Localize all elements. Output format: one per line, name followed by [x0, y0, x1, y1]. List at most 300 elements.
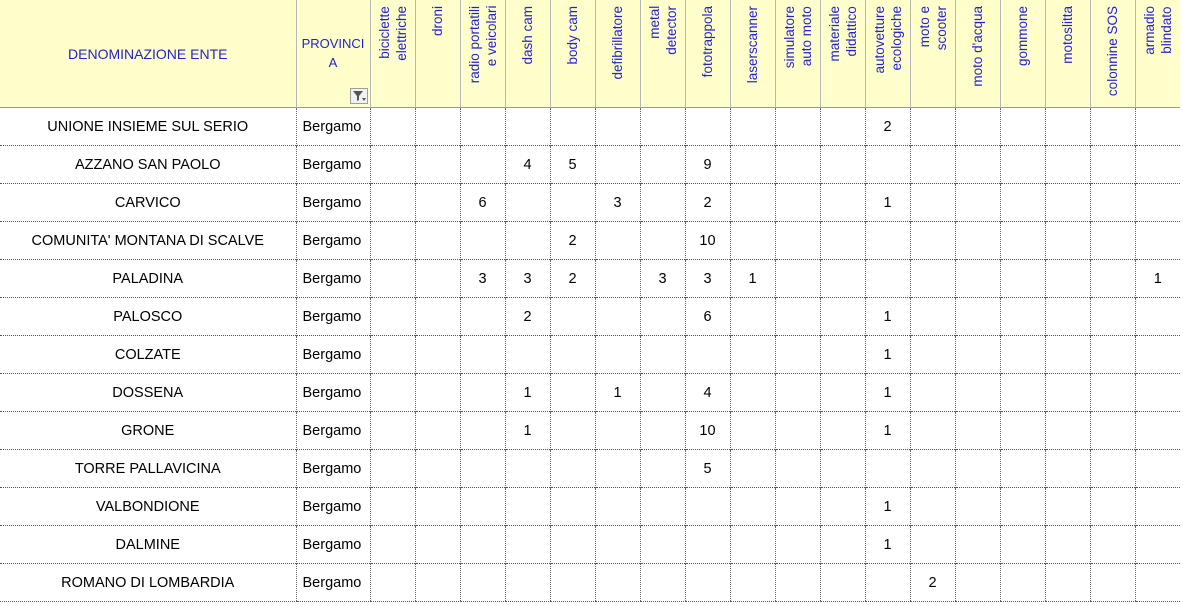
cell-value[interactable]: 2	[685, 184, 730, 222]
cell-value[interactable]	[640, 564, 685, 602]
cell-value[interactable]	[955, 564, 1000, 602]
cell-value[interactable]: 1	[865, 336, 910, 374]
cell-value[interactable]	[370, 184, 415, 222]
table-row	[0, 184, 1180, 222]
cell-value[interactable]	[595, 526, 640, 564]
cell-value[interactable]	[460, 108, 505, 146]
cell-value[interactable]	[730, 108, 775, 146]
cell-ente[interactable]: TORRE PALLAVICINA	[0, 450, 296, 488]
cell-value[interactable]	[550, 298, 595, 336]
header-item-3[interactable]	[505, 0, 550, 108]
cell-value[interactable]: 1	[865, 298, 910, 336]
cell-value[interactable]	[370, 298, 415, 336]
cell-value[interactable]	[1045, 222, 1090, 260]
cell-value[interactable]	[730, 298, 775, 336]
cell-value[interactable]	[1000, 108, 1045, 146]
cell-ente[interactable]: ROMANO DI LOMBARDIA	[0, 564, 296, 602]
cell-value[interactable]	[775, 374, 820, 412]
cell-value[interactable]	[820, 108, 865, 146]
cell-value[interactable]	[640, 412, 685, 450]
cell-value[interactable]	[460, 564, 505, 602]
cell-value[interactable]	[1045, 146, 1090, 184]
header-item-14[interactable]	[1000, 0, 1045, 108]
cell-value[interactable]	[595, 488, 640, 526]
cell-value[interactable]	[1090, 488, 1135, 526]
header-item-label: moto d'acqua	[970, 6, 985, 87]
cell-value[interactable]	[1045, 564, 1090, 602]
cell-value[interactable]	[820, 412, 865, 450]
cell-value[interactable]	[415, 336, 460, 374]
cell-value[interactable]	[415, 374, 460, 412]
cell-value[interactable]	[1000, 146, 1045, 184]
cell-value[interactable]	[415, 526, 460, 564]
cell-value[interactable]	[370, 564, 415, 602]
cell-value[interactable]: 9	[685, 146, 730, 184]
header-item-label: dash cam	[520, 6, 535, 65]
cell-value[interactable]	[910, 412, 955, 450]
cell-value[interactable]	[955, 336, 1000, 374]
cell-value[interactable]	[1135, 412, 1180, 450]
cell-value[interactable]	[1090, 412, 1135, 450]
cell-value[interactable]	[730, 564, 775, 602]
cell-provincia[interactable]: Bergamo	[296, 260, 370, 298]
cell-value[interactable]	[910, 146, 955, 184]
cell-value[interactable]	[1000, 450, 1045, 488]
cell-value[interactable]	[505, 108, 550, 146]
cell-ente[interactable]: PALADINA	[0, 260, 296, 298]
cell-value[interactable]	[1045, 488, 1090, 526]
cell-value[interactable]: 3	[640, 260, 685, 298]
cell-ente[interactable]: UNIONE INSIEME SUL SERIO	[0, 108, 296, 146]
cell-value[interactable]	[685, 488, 730, 526]
header-item-9[interactable]	[775, 0, 820, 108]
cell-value[interactable]	[730, 374, 775, 412]
cell-value[interactable]	[955, 298, 1000, 336]
header-item-12[interactable]	[910, 0, 955, 108]
cell-value[interactable]: 5	[685, 450, 730, 488]
cell-value[interactable]	[1045, 108, 1090, 146]
header-item-label: colonnine SOS	[1105, 6, 1120, 97]
cell-value[interactable]	[730, 146, 775, 184]
cell-value[interactable]	[820, 298, 865, 336]
cell-value[interactable]	[640, 222, 685, 260]
cell-value[interactable]	[955, 450, 1000, 488]
header-item-wrap	[1001, 0, 1045, 107]
cell-value[interactable]: 2	[865, 108, 910, 146]
cell-value[interactable]	[910, 108, 955, 146]
header-item-11[interactable]	[865, 0, 910, 108]
cell-value[interactable]: 3	[685, 260, 730, 298]
header-item-17[interactable]	[1135, 0, 1180, 108]
cell-value[interactable]	[685, 526, 730, 564]
cell-value[interactable]	[820, 526, 865, 564]
cell-value[interactable]	[550, 412, 595, 450]
cell-ente[interactable]: DALMINE	[0, 526, 296, 564]
cell-value[interactable]	[505, 450, 550, 488]
header-ente[interactable]	[0, 0, 296, 108]
cell-value[interactable]	[1090, 374, 1135, 412]
cell-value[interactable]	[820, 564, 865, 602]
cell-value[interactable]	[910, 374, 955, 412]
cell-value[interactable]	[1045, 374, 1090, 412]
cell-value[interactable]	[1135, 450, 1180, 488]
cell-value[interactable]	[415, 564, 460, 602]
cell-value[interactable]	[640, 146, 685, 184]
cell-value[interactable]	[820, 184, 865, 222]
cell-provincia[interactable]: Bergamo	[296, 146, 370, 184]
cell-value[interactable]	[550, 336, 595, 374]
cell-value[interactable]: 3	[595, 184, 640, 222]
cell-value[interactable]	[1045, 336, 1090, 374]
cell-value[interactable]	[640, 526, 685, 564]
cell-ente[interactable]: GRONE	[0, 412, 296, 450]
cell-value[interactable]	[910, 488, 955, 526]
cell-value[interactable]	[955, 184, 1000, 222]
cell-value[interactable]: 10	[685, 222, 730, 260]
cell-ente[interactable]: COLZATE	[0, 336, 296, 374]
cell-value[interactable]	[505, 336, 550, 374]
cell-value[interactable]	[1045, 184, 1090, 222]
cell-value[interactable]	[775, 564, 820, 602]
cell-value[interactable]	[730, 450, 775, 488]
cell-value[interactable]	[1000, 260, 1045, 298]
header-item-16[interactable]	[1090, 0, 1135, 108]
cell-value[interactable]: 1	[865, 526, 910, 564]
cell-value[interactable]: 6	[460, 184, 505, 222]
cell-value[interactable]	[505, 222, 550, 260]
cell-value[interactable]	[820, 336, 865, 374]
cell-value[interactable]	[505, 184, 550, 222]
cell-value[interactable]	[550, 374, 595, 412]
cell-provincia[interactable]: Bergamo	[296, 526, 370, 564]
cell-value[interactable]	[775, 526, 820, 564]
cell-value[interactable]	[595, 450, 640, 488]
cell-value[interactable]	[640, 450, 685, 488]
header-item-wrap	[911, 0, 955, 107]
cell-value[interactable]	[1000, 336, 1045, 374]
cell-value[interactable]	[460, 222, 505, 260]
cell-value[interactable]	[730, 526, 775, 564]
cell-value[interactable]	[1135, 374, 1180, 412]
cell-value[interactable]	[865, 450, 910, 488]
cell-value[interactable]	[415, 298, 460, 336]
header-provincia[interactable]	[296, 0, 370, 108]
cell-value[interactable]	[595, 222, 640, 260]
cell-value[interactable]	[595, 108, 640, 146]
cell-value[interactable]	[1045, 298, 1090, 336]
cell-provincia[interactable]: Bergamo	[296, 336, 370, 374]
cell-value[interactable]	[595, 146, 640, 184]
cell-value[interactable]	[955, 108, 1000, 146]
cell-value[interactable]: 2	[910, 564, 955, 602]
cell-value[interactable]	[1090, 146, 1135, 184]
cell-value[interactable]	[370, 412, 415, 450]
cell-value[interactable]	[550, 488, 595, 526]
cell-value[interactable]	[460, 374, 505, 412]
cell-value[interactable]	[730, 412, 775, 450]
cell-value[interactable]	[595, 336, 640, 374]
filter-dropdown-icon[interactable]	[350, 88, 368, 104]
cell-value[interactable]	[640, 336, 685, 374]
cell-value[interactable]	[415, 450, 460, 488]
cell-value[interactable]	[730, 336, 775, 374]
cell-value[interactable]	[865, 564, 910, 602]
cell-value[interactable]: 1	[730, 260, 775, 298]
cell-value[interactable]	[1090, 260, 1135, 298]
cell-value[interactable]	[955, 488, 1000, 526]
cell-value[interactable]	[1135, 108, 1180, 146]
cell-value[interactable]	[955, 146, 1000, 184]
header-item-label: motoslitta	[1060, 6, 1075, 64]
cell-provincia[interactable]: Bergamo	[296, 564, 370, 602]
cell-ente[interactable]: COMUNITA' MONTANA DI SCALVE	[0, 222, 296, 260]
cell-value[interactable]	[415, 222, 460, 260]
cell-value[interactable]	[640, 108, 685, 146]
cell-provincia[interactable]: Bergamo	[296, 108, 370, 146]
cell-value[interactable]: 4	[505, 146, 550, 184]
cell-value[interactable]	[820, 488, 865, 526]
cell-value[interactable]	[1000, 184, 1045, 222]
cell-value[interactable]	[865, 260, 910, 298]
cell-value[interactable]: 5	[550, 146, 595, 184]
cell-value[interactable]	[640, 184, 685, 222]
cell-value[interactable]	[865, 146, 910, 184]
header-provincia-label: PROVINCI A	[301, 36, 365, 70]
cell-value[interactable]	[595, 564, 640, 602]
cell-value[interactable]	[910, 222, 955, 260]
cell-value[interactable]	[1135, 222, 1180, 260]
cell-value[interactable]	[370, 108, 415, 146]
cell-value[interactable]	[775, 412, 820, 450]
cell-value[interactable]	[1000, 374, 1045, 412]
header-item-7[interactable]	[685, 0, 730, 108]
cell-ente[interactable]: CARVICO	[0, 184, 296, 222]
cell-value[interactable]	[1000, 564, 1045, 602]
cell-value[interactable]	[1090, 336, 1135, 374]
cell-value[interactable]	[1135, 146, 1180, 184]
cell-value[interactable]: 1	[865, 488, 910, 526]
cell-value[interactable]: 1	[595, 374, 640, 412]
header-item-13[interactable]	[955, 0, 1000, 108]
cell-value[interactable]	[820, 374, 865, 412]
header-item-wrap	[1091, 0, 1135, 107]
cell-value[interactable]	[775, 222, 820, 260]
cell-value[interactable]	[550, 564, 595, 602]
cell-value[interactable]	[1045, 412, 1090, 450]
cell-value[interactable]	[1090, 222, 1135, 260]
cell-value[interactable]	[955, 412, 1000, 450]
cell-value[interactable]	[820, 260, 865, 298]
cell-value[interactable]: 2	[550, 260, 595, 298]
header-item-4[interactable]	[550, 0, 595, 108]
cell-value[interactable]	[685, 564, 730, 602]
cell-value[interactable]: 1	[505, 374, 550, 412]
cell-value[interactable]	[640, 374, 685, 412]
cell-value[interactable]	[820, 450, 865, 488]
cell-value[interactable]	[955, 374, 1000, 412]
header-item-10[interactable]	[820, 0, 865, 108]
cell-value[interactable]: 1	[1135, 260, 1180, 298]
cell-value[interactable]	[955, 222, 1000, 260]
cell-value[interactable]	[1135, 184, 1180, 222]
cell-value[interactable]	[1000, 526, 1045, 564]
cell-provincia[interactable]: Bergamo	[296, 374, 370, 412]
cell-value[interactable]	[730, 222, 775, 260]
cell-value[interactable]: 1	[865, 184, 910, 222]
cell-value[interactable]	[1045, 450, 1090, 488]
cell-value[interactable]	[820, 146, 865, 184]
cell-value[interactable]	[1090, 184, 1135, 222]
header-item-2[interactable]	[460, 0, 505, 108]
header-item-8[interactable]	[730, 0, 775, 108]
cell-value[interactable]	[1090, 526, 1135, 564]
cell-value[interactable]	[595, 412, 640, 450]
header-item-0[interactable]	[370, 0, 415, 108]
cell-value[interactable]	[1000, 412, 1045, 450]
cell-value[interactable]: 1	[865, 412, 910, 450]
cell-value[interactable]: 2	[505, 298, 550, 336]
cell-value[interactable]: 1	[505, 412, 550, 450]
cell-value[interactable]	[1135, 488, 1180, 526]
cell-value[interactable]	[775, 108, 820, 146]
cell-value[interactable]	[955, 526, 1000, 564]
cell-provincia[interactable]: Bergamo	[296, 184, 370, 222]
cell-value[interactable]	[415, 488, 460, 526]
cell-value[interactable]	[505, 564, 550, 602]
table-row	[0, 298, 1180, 336]
cell-value[interactable]	[775, 298, 820, 336]
cell-value[interactable]	[460, 298, 505, 336]
cell-value[interactable]: 10	[685, 412, 730, 450]
cell-value[interactable]: 2	[550, 222, 595, 260]
cell-value[interactable]	[550, 108, 595, 146]
cell-ente[interactable]: VALBONDIONE	[0, 488, 296, 526]
cell-value[interactable]	[910, 298, 955, 336]
cell-value[interactable]	[1090, 564, 1135, 602]
cell-value[interactable]	[595, 298, 640, 336]
cell-value[interactable]: 3	[505, 260, 550, 298]
cell-value[interactable]	[370, 146, 415, 184]
table-row	[0, 488, 1180, 526]
cell-value[interactable]	[415, 260, 460, 298]
cell-value[interactable]	[370, 526, 415, 564]
cell-value[interactable]	[505, 488, 550, 526]
cell-value[interactable]	[1000, 298, 1045, 336]
header-item-6[interactable]	[640, 0, 685, 108]
header-item-label: droni	[430, 6, 445, 37]
header-item-5[interactable]	[595, 0, 640, 108]
cell-value[interactable]	[595, 260, 640, 298]
header-item-label: fototrappola	[700, 6, 715, 78]
cell-provincia[interactable]: Bergamo	[296, 450, 370, 488]
cell-value[interactable]	[370, 450, 415, 488]
header-row	[0, 0, 1180, 108]
cell-value[interactable]	[550, 526, 595, 564]
cell-value[interactable]	[775, 146, 820, 184]
cell-value[interactable]	[415, 184, 460, 222]
cell-value[interactable]	[775, 336, 820, 374]
cell-value[interactable]	[640, 488, 685, 526]
cell-value[interactable]	[1000, 488, 1045, 526]
header-item-label: laserscanner	[745, 6, 760, 84]
cell-value[interactable]	[1135, 298, 1180, 336]
cell-ente[interactable]: AZZANO SAN PAOLO	[0, 146, 296, 184]
cell-value[interactable]	[775, 260, 820, 298]
cell-value[interactable]	[460, 412, 505, 450]
cell-value[interactable]: 4	[685, 374, 730, 412]
cell-value[interactable]	[370, 222, 415, 260]
cell-value[interactable]	[1135, 526, 1180, 564]
cell-value[interactable]	[550, 184, 595, 222]
header-item-15[interactable]	[1045, 0, 1090, 108]
cell-provincia[interactable]: Bergamo	[296, 298, 370, 336]
cell-value[interactable]	[1090, 298, 1135, 336]
cell-ente[interactable]: PALOSCO	[0, 298, 296, 336]
cell-value[interactable]	[910, 260, 955, 298]
cell-value[interactable]: 6	[685, 298, 730, 336]
header-item-wrap	[1046, 0, 1090, 107]
cell-value[interactable]	[505, 526, 550, 564]
cell-value[interactable]	[1135, 336, 1180, 374]
cell-value[interactable]	[1045, 526, 1090, 564]
cell-value[interactable]	[460, 146, 505, 184]
cell-value[interactable]	[415, 108, 460, 146]
cell-value[interactable]	[1090, 108, 1135, 146]
cell-provincia[interactable]: Bergamo	[296, 488, 370, 526]
cell-value[interactable]	[910, 336, 955, 374]
cell-value[interactable]	[775, 184, 820, 222]
cell-value[interactable]	[730, 488, 775, 526]
header-item-1[interactable]	[415, 0, 460, 108]
cell-value[interactable]	[550, 450, 595, 488]
cell-value[interactable]	[820, 222, 865, 260]
cell-value[interactable]	[415, 412, 460, 450]
cell-value[interactable]	[640, 298, 685, 336]
cell-value[interactable]	[1045, 260, 1090, 298]
cell-value[interactable]	[1135, 564, 1180, 602]
cell-value[interactable]	[415, 146, 460, 184]
table-row	[0, 564, 1180, 602]
cell-ente[interactable]: DOSSENA	[0, 374, 296, 412]
cell-value[interactable]	[685, 108, 730, 146]
cell-provincia[interactable]: Bergamo	[296, 412, 370, 450]
header-item-wrap	[686, 0, 730, 107]
cell-value[interactable]	[460, 488, 505, 526]
cell-value[interactable]	[775, 450, 820, 488]
cell-value[interactable]	[865, 222, 910, 260]
cell-value[interactable]	[910, 526, 955, 564]
cell-value[interactable]	[1000, 222, 1045, 260]
cell-value[interactable]	[1090, 450, 1135, 488]
cell-value[interactable]	[460, 336, 505, 374]
cell-value[interactable]	[955, 260, 1000, 298]
cell-value[interactable]: 1	[865, 374, 910, 412]
cell-value[interactable]	[775, 488, 820, 526]
cell-value[interactable]	[910, 450, 955, 488]
cell-value[interactable]	[910, 184, 955, 222]
cell-value[interactable]	[370, 336, 415, 374]
cell-provincia[interactable]: Bergamo	[296, 222, 370, 260]
cell-value[interactable]: 3	[460, 260, 505, 298]
cell-value[interactable]	[685, 336, 730, 374]
cell-value[interactable]	[370, 488, 415, 526]
cell-value[interactable]	[460, 450, 505, 488]
cell-value[interactable]	[730, 184, 775, 222]
cell-value[interactable]	[460, 526, 505, 564]
cell-value[interactable]	[370, 260, 415, 298]
cell-value[interactable]	[370, 374, 415, 412]
header-item-label: defibrillatore	[610, 6, 625, 80]
